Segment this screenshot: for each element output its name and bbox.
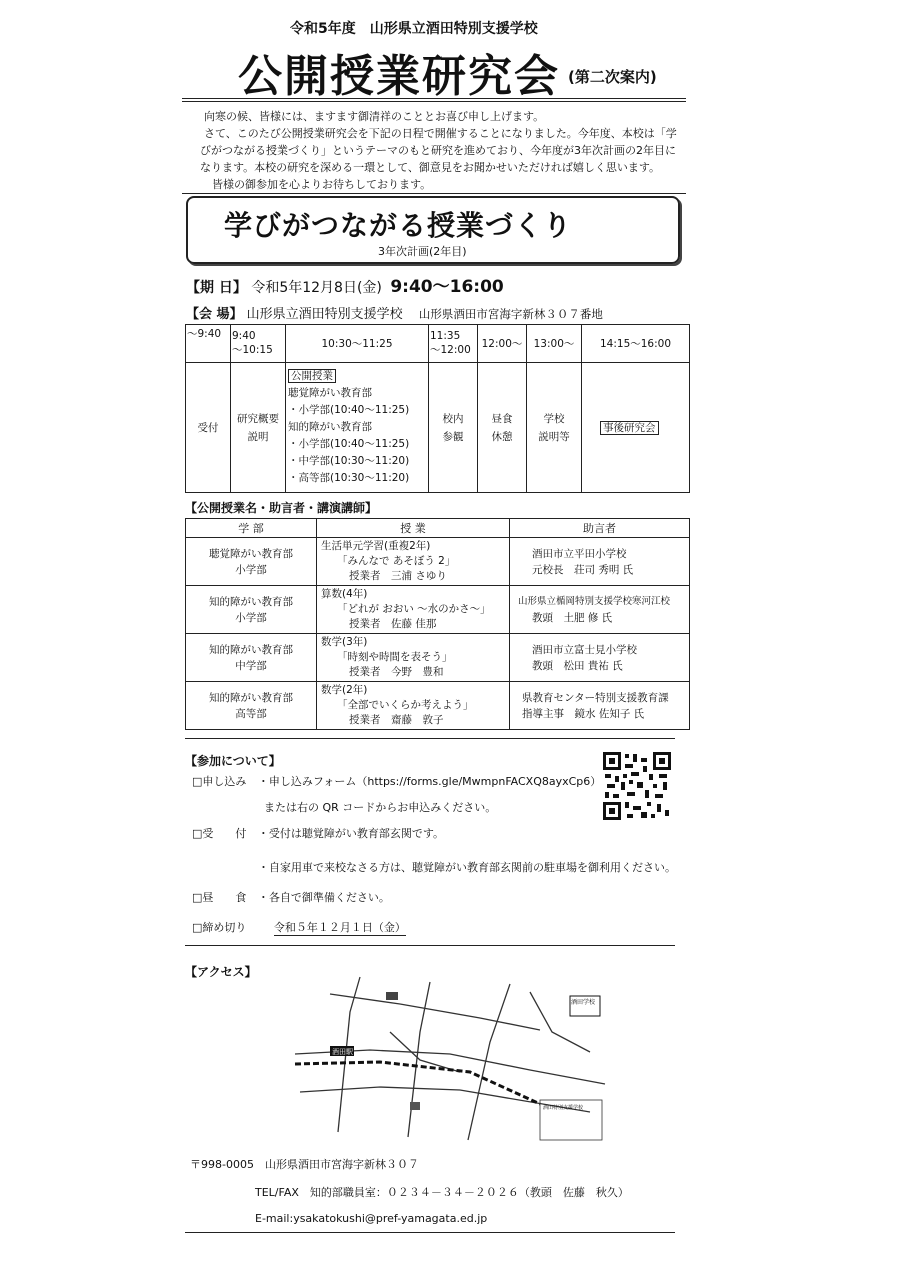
time-cell: 10:30〜11:25	[286, 325, 429, 363]
col-header: 学 部	[186, 519, 317, 538]
date-value: 令和5年12月8日(金)	[251, 280, 382, 296]
intro-line: なります。本校の研究を深める一環として、御意見をお聞かせいただければ嬉しく思います。	[200, 161, 661, 174]
venue-name: 山形県立酒田特別支援学校	[246, 307, 403, 322]
lesson-row	[186, 538, 690, 586]
lesson-title: 「みんなで あそぼう 2」	[337, 555, 456, 567]
time-cell: 14:15〜16:00	[582, 325, 690, 363]
overview-cell: 研究概要 説明	[231, 363, 286, 493]
map-label-station: 酒田駅	[332, 1048, 353, 1056]
reception-cell: 受付	[186, 363, 231, 493]
intro	[200, 108, 677, 193]
qr-code-graphic	[601, 750, 673, 822]
explain-cell: 学校 説明等	[527, 363, 582, 493]
session: ・小学部(10:40〜11:25)	[288, 438, 410, 450]
date-time: 9:40〜16:00	[390, 277, 504, 297]
venue-label: 【会 場】	[186, 307, 243, 322]
deadline-label: □締め切り	[192, 921, 247, 934]
qr-code[interactable]	[601, 750, 673, 822]
advisor-org: 山形県立楯岡特別支援学校寒河江校	[518, 595, 671, 607]
reception-text: ・受付は聴覚障がい教育部玄関です。	[257, 827, 445, 840]
contact-postal: 〒998-0005 山形県酒田市宮海字新林３０７	[190, 1158, 419, 1171]
review-cell	[582, 363, 690, 493]
lesson-info	[317, 538, 510, 586]
access-heading: 【アクセス】	[185, 965, 257, 979]
advisor-name: 元校長 荘司 秀明 氏	[532, 563, 634, 576]
lesson-subject: 数学(2年)	[321, 684, 368, 696]
theme-title: 学びがつながる授業づくり	[224, 209, 573, 242]
intro-line: 皆様の御参加を心よりお待ちしております。	[212, 178, 432, 191]
lesson-row	[186, 586, 690, 634]
intro-line: 向寒の候、皆様には、ますます御清祥のこととお喜び申し上げます。	[204, 110, 545, 123]
open-class-label: 公開授業	[288, 369, 336, 383]
open-class-cell	[286, 363, 429, 493]
apply-form-link[interactable]: ・申し込みフォーム（https://forms.gle/MwmpnFACXQ8ayxCp6）	[257, 775, 602, 788]
venue-address: 山形県酒田市宮海字新林３０７番地	[418, 307, 603, 321]
theme-box	[186, 196, 680, 264]
lesson-dept: 知的障がい教育部 高等部	[186, 682, 317, 730]
date-label: 【期 日】	[186, 280, 247, 296]
lesson-title: 「どれが おおい 〜水のかさ〜」	[337, 603, 491, 615]
advisor-org: 酒田市立平田小学校	[532, 547, 627, 560]
contact-tel: TEL/FAX 知的部職員室：０２３４－３４－２０２６（教頭 佐藤 秋久）	[255, 1186, 629, 1199]
advisor	[510, 586, 690, 634]
map-label-school: 酒田学校	[571, 999, 596, 1006]
map-legend: 酒田特別支援学校	[543, 1105, 584, 1111]
lesson-dept: 知的障がい教育部 小学部	[186, 586, 317, 634]
apply-label: □申し込み	[192, 775, 247, 788]
apply-qr-note: または右の QR コードからお申込みください。	[264, 801, 497, 814]
session: ・中学部(10:30〜11:20)	[288, 455, 410, 467]
deadline-text: 令和５年１２月１日（金）	[273, 921, 406, 934]
time-cell: 〜9:40	[186, 325, 231, 363]
lesson-teacher: 授業者 三浦 さゆり	[349, 570, 447, 582]
lesson-info	[317, 682, 510, 730]
advisor	[510, 538, 690, 586]
reception-label: □受 付	[192, 827, 247, 840]
contact-email[interactable]: E-mail:ysakatokushi@pref-yamagata.ed.jp	[255, 1212, 488, 1225]
lesson-teacher: 授業者 佐藤 佳那	[349, 618, 437, 630]
lessons-table	[185, 518, 690, 730]
time-cell: 9:40 〜10:15	[231, 325, 286, 363]
venue-row	[186, 303, 603, 322]
lessons-heading: 【公開授業名・助言者・講演講師】	[185, 501, 378, 515]
col-header: 授 業	[317, 519, 510, 538]
advisor-name: 教頭 土肥 修 氏	[532, 611, 613, 624]
advisor-org: 県教育センター特別支援教育課	[522, 691, 669, 704]
title-note: (第二次案内)	[568, 68, 657, 86]
advisor-name: 教頭 松田 貴祐 氏	[532, 659, 623, 672]
lesson-subject: 算数(4年)	[321, 588, 368, 600]
advisor-org: 酒田市立富士見小学校	[532, 643, 637, 656]
access-map	[290, 972, 610, 1144]
parking-text: ・自家用車で来校なさる方は、聴覚障がい教育部玄関前の駐車場を御利用ください。	[258, 861, 676, 874]
time-cell: 11:35 〜12:00	[429, 325, 478, 363]
tour-cell: 校内 参観	[429, 363, 478, 493]
review-label: 事後研究会	[600, 421, 659, 435]
advisor-name: 指導主事 鏡水 佐知子 氏	[522, 707, 645, 720]
date-row	[186, 272, 504, 297]
lesson-dept: 聴覚障がい教育部 小学部	[186, 538, 317, 586]
lesson-teacher: 授業者 齋藤 敦子	[349, 714, 444, 726]
dept-intellectual: 知的障がい教育部	[288, 421, 372, 433]
intro-line: びがつながる授業づくり」というテーマのもと研究を進めており、今年度が3年次計画の2年目に	[200, 144, 676, 157]
dept-hearing: 聴覚障がい教育部	[288, 387, 372, 399]
lesson-row	[186, 682, 690, 730]
session: ・高等部(10:30〜11:20)	[288, 472, 410, 484]
lunch-label: □昼 食	[192, 891, 247, 904]
intro-line: さて、このたび公開授業研究会を下記の日程で開催することになりました。今年度、本校は「学	[204, 127, 677, 140]
lesson-row	[186, 634, 690, 682]
time-cell: 12:00〜	[478, 325, 527, 363]
schedule-table	[185, 324, 690, 493]
lesson-title: 「時刻や時間を表そう」	[337, 651, 453, 663]
lunch-text: ・各自で御準備ください。	[257, 891, 390, 904]
lesson-info	[317, 634, 510, 682]
lesson-title: 「全部でいくらか考えよう」	[337, 699, 474, 711]
participation-heading: 【参加について】	[185, 754, 281, 768]
page-title: 公開授業研究会	[238, 51, 560, 102]
lesson-subject: 数学(3年)	[321, 636, 368, 648]
lesson-subject: 生活単元学習(重複2年)	[321, 540, 431, 552]
lesson-dept: 知的障がい教育部 中学部	[186, 634, 317, 682]
lesson-teacher: 授業者 今野 豊和	[349, 666, 444, 678]
theme-sub: 3年次計画(2年目)	[378, 245, 467, 258]
map-graphic	[290, 972, 610, 1144]
header-subtitle: 令和5年度 山形県立酒田特別支援学校	[290, 21, 538, 37]
lesson-info	[317, 586, 510, 634]
time-cell: 13:00〜	[527, 325, 582, 363]
lunch-cell: 昼食 休憩	[478, 363, 527, 493]
advisor	[510, 682, 690, 730]
advisor	[510, 634, 690, 682]
col-header: 助言者	[510, 519, 690, 538]
session: ・小学部(10:40〜11:25)	[288, 404, 410, 416]
